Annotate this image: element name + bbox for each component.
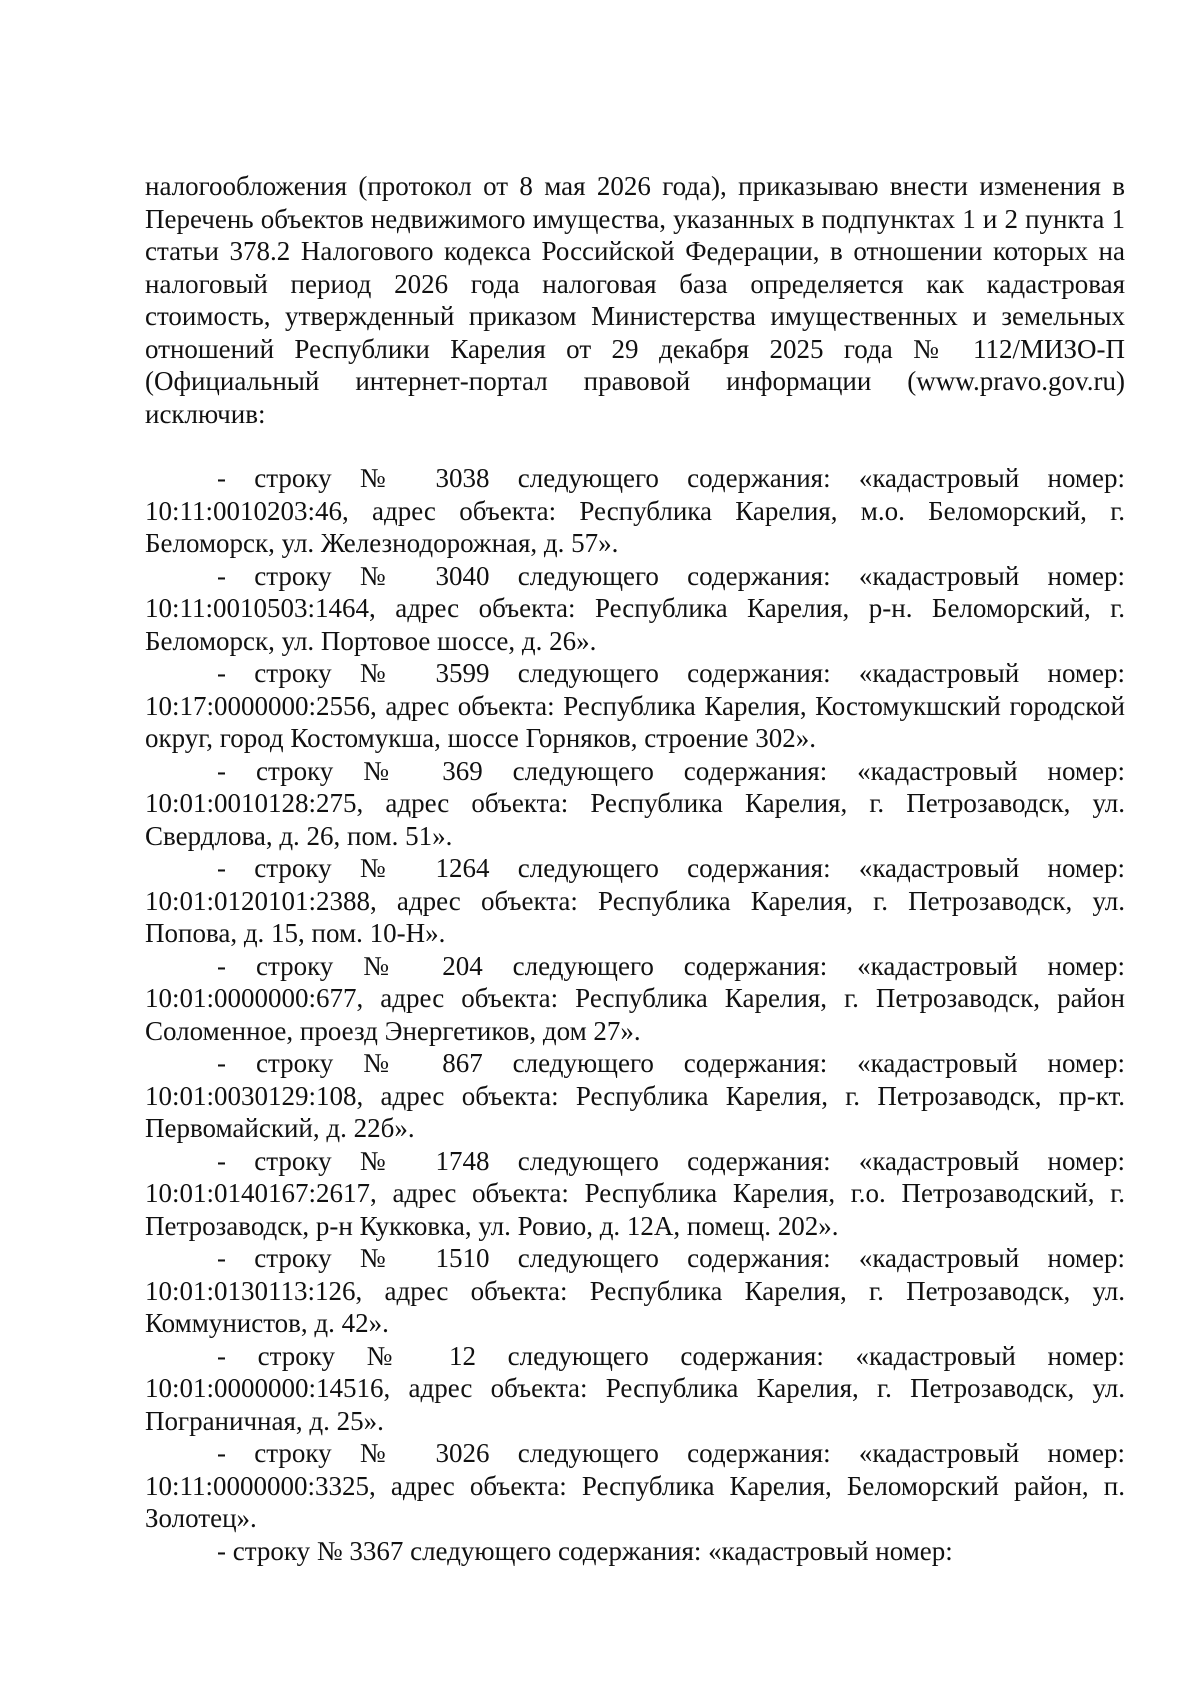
exclusion-item: - строку № 3599 следующего содержания: «кадастровый номер: 10:17:0000000:2556, адрес объекта: Республика Карелия, Костомукшский городской округ, город Костомукша, шоссе Горняков, строение 302». (145, 658, 1125, 753)
exclusion-item: - строку № 3367 следующего содержания: «кадастровый номер: (217, 1535, 953, 1566)
document-body (145, 170, 1125, 1567)
exclusion-item: - строку № 1264 следующего содержания: «кадастровый номер: 10:01:0120101:2388, адрес объекта: Республика Карелия, г. Петрозаводск, ул. Попова, д. 15, пом. 10-Н». (145, 853, 1125, 948)
exclusion-item: - строку № 3038 следующего содержания: «кадастровый номер: 10:11:0010203:46, адрес объекта: Республика Карелия, м.о. Беломорский, г. Беломорск, ул. Железнодорожная, д. 57». (145, 463, 1125, 558)
exclusion-item: - строку № 1510 следующего содержания: «кадастровый номер: 10:01:0130113:126, адрес объекта: Республика Карелия, г. Петрозаводск, ул. Коммунистов, д. 42». (145, 1243, 1125, 1338)
exclusion-item: - строку № 3040 следующего содержания: «кадастровый номер: 10:11:0010503:1464, адрес объекта: Республика Карелия, р-н. Беломорский, г. Беломорск, ул. Портовое шоссе, д. 26». (145, 560, 1125, 656)
exclusion-item: - строку № 867 следующего содержания: «кадастровый номер: 10:01:0030129:108, адрес объекта: Республика Карелия, г. Петрозаводск, пр-кт. Первомайский, д. 22б». (145, 1048, 1125, 1143)
intro-paragraph: налогообложения (протокол от 8 мая 2026 года), приказываю внести изменения в Перечень объектов недвижимого имущества, указанных в подпунктах 1 и 2 пункта 1 статьи 378.2 Налогового кодекса Российской Федерации, в отношении которых на налоговый период 2026 года налоговая база определяется как кадастровая стоимость, утвержденный приказом Министерства имущественных и земельных отношений Республики Карелия от 29 декабря 2025 года № 112/МИЗО-П (Официальный интернет-портал правовой информации (www.pravo.gov.ru) исключив: (145, 171, 1125, 429)
exclusion-item: - строку № 204 следующего содержания: «кадастровый номер: 10:01:0000000:677, адрес объекта: Республика Карелия, г. Петрозаводск, район Соломенное, проезд Энергетиков, дом 27». (145, 950, 1125, 1046)
exclusion-item: - строку № 1748 следующего содержания: «кадастровый номер: 10:01:0140167:2617, адрес объекта: Республика Карелия, г.о. Петрозаводский, г. Петрозаводск, р-н Кукковка, ул. Ровио, д. 12А, помещ. 202». (145, 1145, 1125, 1241)
exclusion-item: - строку № 3026 следующего содержания: «кадастровый номер: 10:11:0000000:3325, адрес объекта: Республика Карелия, Беломорский район, п. Золотец». (145, 1438, 1125, 1533)
exclusion-item: - строку № 369 следующего содержания: «кадастровый номер: 10:01:0010128:275, адрес объекта: Республика Карелия, г. Петрозаводск, ул. Свердлова, д. 26, пом. 51». (145, 755, 1125, 851)
exclusion-item: - строку № 12 следующего содержания: «кадастровый номер: 10:01:0000000:14516, адрес объекта: Республика Карелия, г. Петрозаводск, ул. Пограничная, д. 25». (145, 1340, 1125, 1436)
